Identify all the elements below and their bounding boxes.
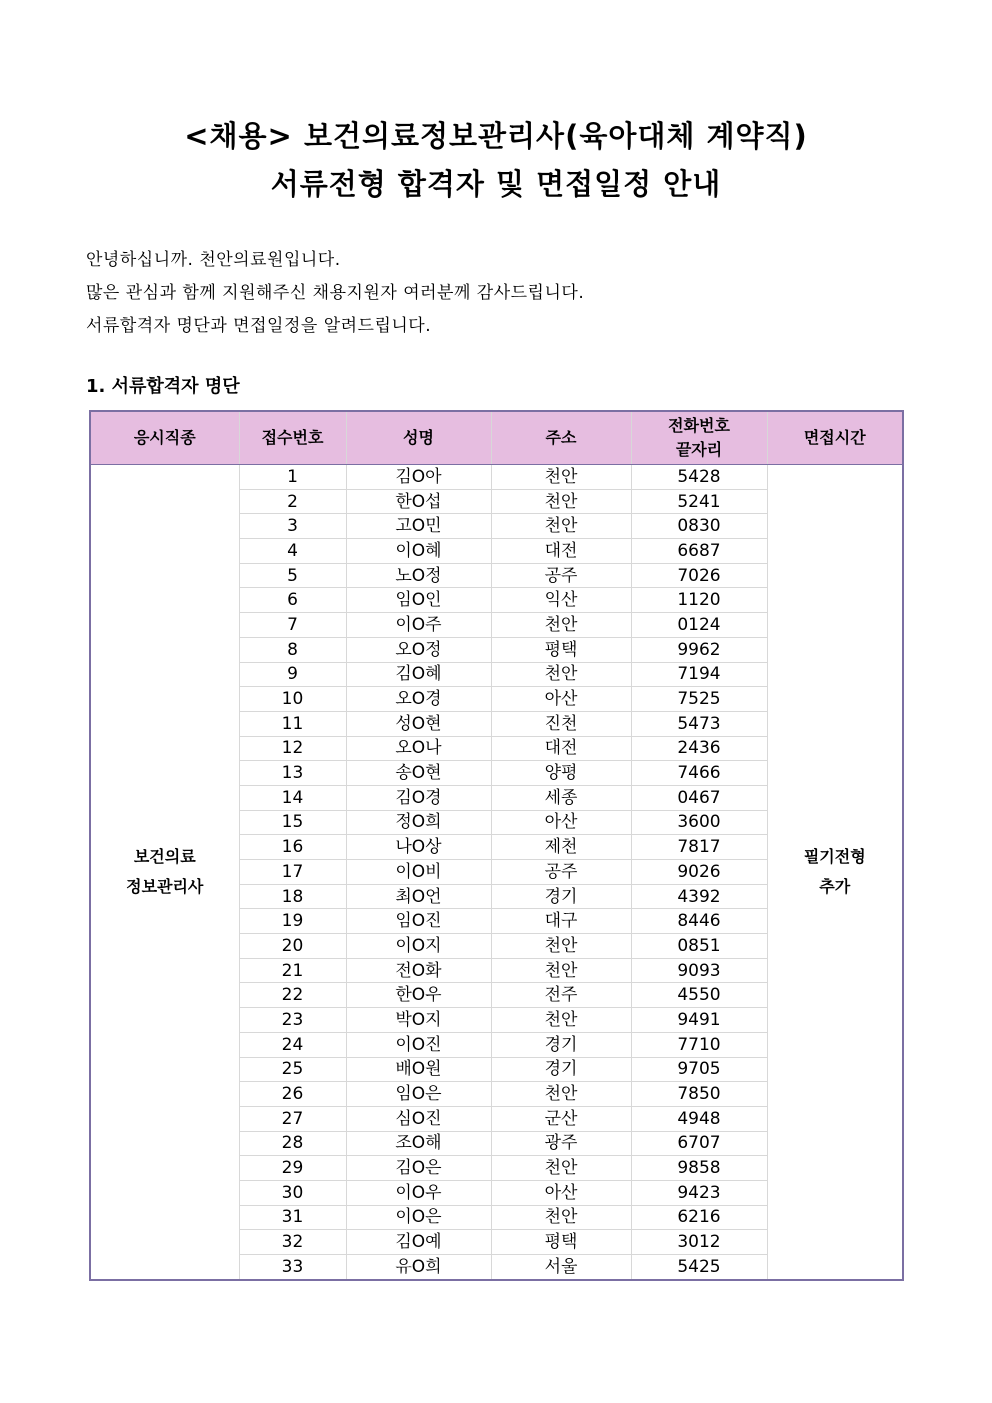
name-cell: 노O정 (346, 563, 491, 588)
address-cell: 천안 (491, 958, 631, 983)
job-category-line1: 보건의료 (133, 846, 196, 866)
address-cell: 천안 (491, 934, 631, 959)
phone-tail-cell: 3012 (631, 1230, 767, 1255)
receipt-no-cell: 31 (239, 1205, 346, 1230)
intro-line-3: 서류합격자 명단과 면접일정을 알려드립니다. (86, 316, 432, 336)
header-name: 성명 (346, 411, 491, 465)
address-cell: 대전 (491, 539, 631, 564)
receipt-no-cell: 29 (239, 1156, 346, 1181)
receipt-no-cell: 20 (239, 934, 346, 959)
phone-tail-cell: 9026 (631, 860, 767, 885)
table-row (90, 465, 903, 490)
receipt-no-cell: 3 (239, 514, 346, 539)
address-cell: 천안 (491, 613, 631, 638)
name-cell: 최O언 (346, 884, 491, 909)
name-cell: 임O진 (346, 909, 491, 934)
receipt-no-cell: 13 (239, 761, 346, 786)
address-cell: 천안 (491, 514, 631, 539)
address-cell: 서울 (491, 1255, 631, 1280)
phone-tail-cell: 9962 (631, 637, 767, 662)
name-cell: 이O진 (346, 1032, 491, 1057)
name-cell: 김O예 (346, 1230, 491, 1255)
address-cell: 경기 (491, 1032, 631, 1057)
name-cell: 이O지 (346, 934, 491, 959)
receipt-no-cell: 1 (239, 465, 346, 490)
header-receipt-no: 접수번호 (239, 411, 346, 465)
phone-tail-cell: 0124 (631, 613, 767, 638)
receipt-no-cell: 9 (239, 662, 346, 687)
name-cell: 김O경 (346, 785, 491, 810)
receipt-no-cell: 4 (239, 539, 346, 564)
name-cell: 이O혜 (346, 539, 491, 564)
table-header-row (90, 411, 903, 465)
phone-tail-cell: 4550 (631, 983, 767, 1008)
address-cell: 제천 (491, 835, 631, 860)
header-phone-tail (631, 411, 767, 465)
interview-time-line2: 추가 (819, 876, 851, 896)
address-cell: 경기 (491, 884, 631, 909)
address-cell: 아산 (491, 687, 631, 712)
section-heading: 1. 서류합격자 명단 (86, 376, 240, 397)
phone-tail-cell: 9423 (631, 1180, 767, 1205)
address-cell: 진천 (491, 711, 631, 736)
receipt-no-cell: 30 (239, 1180, 346, 1205)
receipt-no-cell: 6 (239, 588, 346, 613)
name-cell: 심O진 (346, 1106, 491, 1131)
name-cell: 임O인 (346, 588, 491, 613)
address-cell: 천안 (491, 465, 631, 490)
receipt-no-cell: 15 (239, 810, 346, 835)
address-cell: 천안 (491, 1008, 631, 1033)
address-cell: 아산 (491, 1180, 631, 1205)
phone-tail-cell: 9858 (631, 1156, 767, 1181)
phone-tail-cell: 5428 (631, 465, 767, 490)
phone-tail-cell: 9491 (631, 1008, 767, 1033)
address-cell: 평택 (491, 637, 631, 662)
page-title: <채용> 보건의료정보관리사(육아대체 계약직) (184, 119, 808, 153)
receipt-no-cell: 5 (239, 563, 346, 588)
receipt-no-cell: 18 (239, 884, 346, 909)
receipt-no-cell: 16 (239, 835, 346, 860)
receipt-no-cell: 8 (239, 637, 346, 662)
phone-tail-cell: 0467 (631, 785, 767, 810)
address-cell: 양평 (491, 761, 631, 786)
phone-tail-cell: 7194 (631, 662, 767, 687)
phone-tail-cell: 9705 (631, 1057, 767, 1082)
job-category-line2: 정보관리사 (126, 876, 204, 896)
phone-tail-cell: 1120 (631, 588, 767, 613)
name-cell: 한O우 (346, 983, 491, 1008)
address-cell: 군산 (491, 1106, 631, 1131)
phone-tail-cell: 6216 (631, 1205, 767, 1230)
name-cell: 이O은 (346, 1205, 491, 1230)
receipt-no-cell: 17 (239, 860, 346, 885)
phone-tail-cell: 5425 (631, 1255, 767, 1280)
address-cell: 전주 (491, 983, 631, 1008)
address-cell: 광주 (491, 1131, 631, 1156)
phone-tail-cell: 5473 (631, 711, 767, 736)
name-cell: 이O비 (346, 860, 491, 885)
address-cell: 익산 (491, 588, 631, 613)
name-cell: 배O원 (346, 1057, 491, 1082)
name-cell: 한O섭 (346, 489, 491, 514)
phone-tail-cell: 9093 (631, 958, 767, 983)
name-cell: 김O혜 (346, 662, 491, 687)
phone-tail-cell: 7850 (631, 1082, 767, 1107)
name-cell: 나O상 (346, 835, 491, 860)
address-cell: 천안 (491, 1156, 631, 1181)
receipt-no-cell: 27 (239, 1106, 346, 1131)
receipt-no-cell: 12 (239, 736, 346, 761)
name-cell: 송O현 (346, 761, 491, 786)
name-cell: 임O은 (346, 1082, 491, 1107)
receipt-no-cell: 10 (239, 687, 346, 712)
intro-line-2: 많은 관심과 함께 지원해주신 채용지원자 여러분께 감사드립니다. (86, 283, 585, 303)
name-cell: 이O우 (346, 1180, 491, 1205)
receipt-no-cell: 23 (239, 1008, 346, 1033)
phone-tail-cell: 4948 (631, 1106, 767, 1131)
name-cell: 전O화 (346, 958, 491, 983)
header-job: 응시직종 (90, 411, 239, 465)
name-cell: 성O현 (346, 711, 491, 736)
name-cell: 오O경 (346, 687, 491, 712)
phone-tail-cell: 0851 (631, 934, 767, 959)
address-cell: 천안 (491, 662, 631, 687)
name-cell: 조O해 (346, 1131, 491, 1156)
receipt-no-cell: 22 (239, 983, 346, 1008)
receipt-no-cell: 11 (239, 711, 346, 736)
name-cell: 박O지 (346, 1008, 491, 1033)
receipt-no-cell: 2 (239, 489, 346, 514)
address-cell: 천안 (491, 1082, 631, 1107)
name-cell: 유O희 (346, 1255, 491, 1280)
header-address: 주소 (491, 411, 631, 465)
address-cell: 대전 (491, 736, 631, 761)
phone-tail-cell: 7026 (631, 563, 767, 588)
receipt-no-cell: 14 (239, 785, 346, 810)
address-cell: 천안 (491, 489, 631, 514)
header-phone-tail-line1: 전화번호 (668, 416, 730, 435)
phone-tail-cell: 5241 (631, 489, 767, 514)
name-cell: 김O아 (346, 465, 491, 490)
job-category-cell (90, 465, 239, 1280)
receipt-no-cell: 21 (239, 958, 346, 983)
phone-tail-cell: 7466 (631, 761, 767, 786)
receipt-no-cell: 33 (239, 1255, 346, 1280)
receipt-no-cell: 24 (239, 1032, 346, 1057)
address-cell: 공주 (491, 860, 631, 885)
address-cell: 공주 (491, 563, 631, 588)
header-interview-time: 면접시간 (767, 411, 903, 465)
phone-tail-cell: 7525 (631, 687, 767, 712)
address-cell: 아산 (491, 810, 631, 835)
receipt-no-cell: 28 (239, 1131, 346, 1156)
phone-tail-cell: 6707 (631, 1131, 767, 1156)
phone-tail-cell: 6687 (631, 539, 767, 564)
phone-tail-cell: 2436 (631, 736, 767, 761)
receipt-no-cell: 7 (239, 613, 346, 638)
phone-tail-cell: 8446 (631, 909, 767, 934)
phone-tail-cell: 7817 (631, 835, 767, 860)
intro-line-1: 안녕하십니까. 천안의료원입니다. (86, 250, 341, 270)
phone-tail-cell: 4392 (631, 884, 767, 909)
address-cell: 대구 (491, 909, 631, 934)
receipt-no-cell: 32 (239, 1230, 346, 1255)
address-cell: 천안 (491, 1205, 631, 1230)
phone-tail-cell: 3600 (631, 810, 767, 835)
address-cell: 세종 (491, 785, 631, 810)
receipt-no-cell: 25 (239, 1057, 346, 1082)
interview-time-line1: 필기전형 (803, 846, 866, 866)
name-cell: 김O은 (346, 1156, 491, 1181)
header-phone-tail-line2: 끝자리 (675, 440, 723, 459)
receipt-no-cell: 26 (239, 1082, 346, 1107)
phone-tail-cell: 0830 (631, 514, 767, 539)
interview-time-cell (767, 465, 903, 1280)
name-cell: 고O민 (346, 514, 491, 539)
phone-tail-cell: 7710 (631, 1032, 767, 1057)
applicant-table (89, 410, 904, 1281)
name-cell: 오O정 (346, 637, 491, 662)
name-cell: 오O나 (346, 736, 491, 761)
receipt-no-cell: 19 (239, 909, 346, 934)
address-cell: 경기 (491, 1057, 631, 1082)
address-cell: 평택 (491, 1230, 631, 1255)
name-cell: 이O주 (346, 613, 491, 638)
name-cell: 정O희 (346, 810, 491, 835)
page-subtitle: 서류전형 합격자 및 면접일정 안내 (270, 167, 722, 201)
